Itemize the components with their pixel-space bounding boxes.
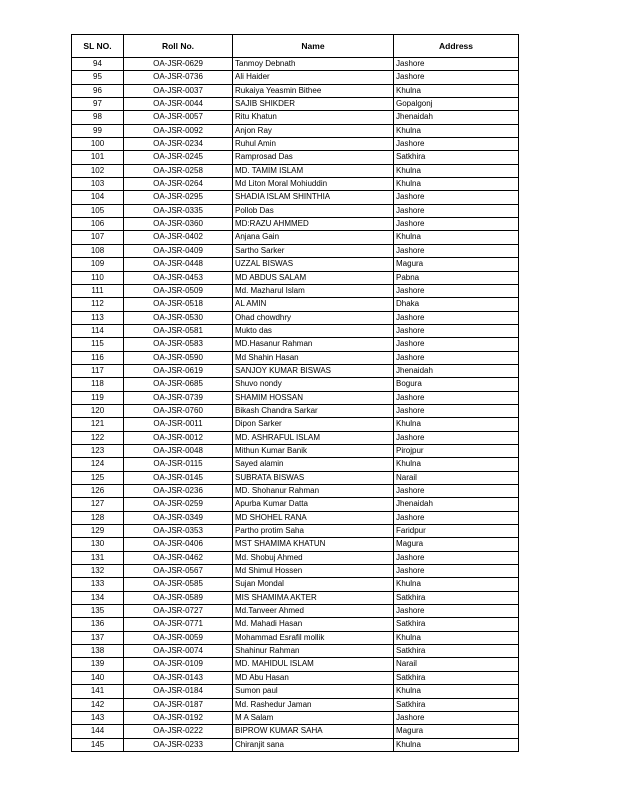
roll-cell: OA-JSR-0037	[124, 84, 233, 97]
name-cell: SANJOY KUMAR BISWAS	[233, 364, 394, 377]
table-row	[72, 551, 519, 564]
sl-cell: 131	[72, 551, 124, 564]
name-cell: Ritu Khatun	[233, 111, 394, 124]
address-cell: Jashore	[394, 605, 519, 618]
table-row	[72, 645, 519, 658]
table-row	[72, 71, 519, 84]
table-row	[72, 351, 519, 364]
table-row	[72, 404, 519, 417]
table-row	[72, 124, 519, 137]
table-row	[72, 391, 519, 404]
address-cell: Jashore	[394, 218, 519, 231]
roll-cell: OA-JSR-0518	[124, 298, 233, 311]
table-row	[72, 725, 519, 738]
sl-cell: 116	[72, 351, 124, 364]
roll-cell: OA-JSR-0727	[124, 605, 233, 618]
address-cell: Jhenaidah	[394, 364, 519, 377]
roll-cell: OA-JSR-0143	[124, 671, 233, 684]
name-cell: Ali Haider	[233, 71, 394, 84]
name-cell: SHADIA ISLAM SHINTHIA	[233, 191, 394, 204]
table-row	[72, 218, 519, 231]
header-address: Address	[394, 35, 519, 58]
table-row	[72, 338, 519, 351]
table-row	[72, 111, 519, 124]
sl-cell: 108	[72, 244, 124, 257]
sl-cell: 119	[72, 391, 124, 404]
roll-cell: OA-JSR-0335	[124, 204, 233, 217]
sl-cell: 100	[72, 138, 124, 151]
address-cell: Khulna	[394, 124, 519, 137]
sl-cell: 142	[72, 698, 124, 711]
table-row	[72, 164, 519, 177]
sl-cell: 109	[72, 258, 124, 271]
sl-cell: 124	[72, 458, 124, 471]
name-cell: Shahinur Rahman	[233, 645, 394, 658]
roll-cell: OA-JSR-0044	[124, 98, 233, 111]
table-row	[72, 485, 519, 498]
roll-cell: OA-JSR-0530	[124, 311, 233, 324]
name-cell: MD.Hasanur Rahman	[233, 338, 394, 351]
table-row	[72, 511, 519, 524]
table-row	[72, 311, 519, 324]
sl-cell: 130	[72, 538, 124, 551]
sl-cell: 128	[72, 511, 124, 524]
table-row	[72, 298, 519, 311]
table-row	[72, 671, 519, 684]
sl-cell: 135	[72, 605, 124, 618]
roll-cell: OA-JSR-0360	[124, 218, 233, 231]
table-row	[72, 698, 519, 711]
name-cell: MST SHAMIMA KHATUN	[233, 538, 394, 551]
name-cell: Mohammad Esrafil mollik	[233, 631, 394, 644]
name-cell: Mithun Kumar Banik	[233, 444, 394, 457]
sl-cell: 111	[72, 284, 124, 297]
name-cell: Pollob Das	[233, 204, 394, 217]
roll-cell: OA-JSR-0245	[124, 151, 233, 164]
name-cell: MIS SHAMIMA AKTER	[233, 591, 394, 604]
roll-cell: OA-JSR-0059	[124, 631, 233, 644]
address-cell: Satkhira	[394, 618, 519, 631]
address-cell: Pabna	[394, 271, 519, 284]
name-cell: Sartho Sarker	[233, 244, 394, 257]
address-cell: Magura	[394, 538, 519, 551]
roll-cell: OA-JSR-0402	[124, 231, 233, 244]
sl-cell: 132	[72, 565, 124, 578]
roll-cell: OA-JSR-0685	[124, 378, 233, 391]
name-cell: SUBRATA BISWAS	[233, 471, 394, 484]
roll-cell: OA-JSR-0236	[124, 485, 233, 498]
address-cell: Jashore	[394, 324, 519, 337]
table-row	[72, 178, 519, 191]
roll-cell: OA-JSR-0406	[124, 538, 233, 551]
roll-cell: OA-JSR-0187	[124, 698, 233, 711]
roll-cell: OA-JSR-0739	[124, 391, 233, 404]
address-cell: Jashore	[394, 71, 519, 84]
address-cell: Magura	[394, 258, 519, 271]
name-cell: Md. Shobuj Ahmed	[233, 551, 394, 564]
roll-cell: OA-JSR-0462	[124, 551, 233, 564]
roll-cell: OA-JSR-0771	[124, 618, 233, 631]
roll-cell: OA-JSR-0264	[124, 178, 233, 191]
table-row	[72, 364, 519, 377]
table-row	[72, 58, 519, 71]
name-cell: MD. Shohanur Rahman	[233, 485, 394, 498]
sl-cell: 115	[72, 338, 124, 351]
roll-cell: OA-JSR-0234	[124, 138, 233, 151]
name-cell: Chiranjit sana	[233, 738, 394, 751]
table-row	[72, 258, 519, 271]
header-row	[72, 35, 519, 58]
roll-cell: OA-JSR-0590	[124, 351, 233, 364]
name-cell: Sumon paul	[233, 685, 394, 698]
name-cell: Md. Mazharul Islam	[233, 284, 394, 297]
roll-cell: OA-JSR-0057	[124, 111, 233, 124]
name-cell: Sayed alamin	[233, 458, 394, 471]
roll-cell: OA-JSR-0453	[124, 271, 233, 284]
table-row	[72, 231, 519, 244]
table-row	[72, 591, 519, 604]
name-cell: Md. Rashedur Jaman	[233, 698, 394, 711]
name-cell: Ohad chowdhry	[233, 311, 394, 324]
roll-cell: OA-JSR-0629	[124, 58, 233, 71]
table-row	[72, 284, 519, 297]
table-row	[72, 538, 519, 551]
header-sl-no: SL NO.	[72, 35, 124, 58]
name-cell: Tanmoy Debnath	[233, 58, 394, 71]
sl-cell: 106	[72, 218, 124, 231]
sl-cell: 144	[72, 725, 124, 738]
sl-cell: 141	[72, 685, 124, 698]
table-row	[72, 191, 519, 204]
table-row	[72, 631, 519, 644]
sl-cell: 138	[72, 645, 124, 658]
name-cell: Mukto das	[233, 324, 394, 337]
sl-cell: 98	[72, 111, 124, 124]
table-row	[72, 444, 519, 457]
address-cell: Narail	[394, 471, 519, 484]
name-cell: Ramprosad Das	[233, 151, 394, 164]
roll-cell: OA-JSR-0448	[124, 258, 233, 271]
name-cell: M A Salam	[233, 711, 394, 724]
roll-cell: OA-JSR-0011	[124, 418, 233, 431]
sl-cell: 133	[72, 578, 124, 591]
sl-cell: 134	[72, 591, 124, 604]
address-cell: Jashore	[394, 311, 519, 324]
address-cell: Khulna	[394, 738, 519, 751]
table-row	[72, 204, 519, 217]
roll-cell: OA-JSR-0567	[124, 565, 233, 578]
address-cell: Pirojpur	[394, 444, 519, 457]
sl-cell: 117	[72, 364, 124, 377]
sl-cell: 143	[72, 711, 124, 724]
address-cell: Jashore	[394, 404, 519, 417]
sl-cell: 140	[72, 671, 124, 684]
roll-cell: OA-JSR-0589	[124, 591, 233, 604]
header-roll-no: Roll No.	[124, 35, 233, 58]
roll-cell: OA-JSR-0092	[124, 124, 233, 137]
sl-cell: 103	[72, 178, 124, 191]
address-cell: Khulna	[394, 178, 519, 191]
table-row	[72, 618, 519, 631]
sl-cell: 122	[72, 431, 124, 444]
roll-cell: OA-JSR-0259	[124, 498, 233, 511]
roll-cell: OA-JSR-0145	[124, 471, 233, 484]
address-cell: Gopalgonj	[394, 98, 519, 111]
address-cell: Magura	[394, 725, 519, 738]
address-cell: Satkhira	[394, 591, 519, 604]
address-cell: Khulna	[394, 631, 519, 644]
address-cell: Jashore	[394, 551, 519, 564]
address-cell: Bogura	[394, 378, 519, 391]
address-cell: Khulna	[394, 84, 519, 97]
table-row	[72, 738, 519, 751]
sl-cell: 96	[72, 84, 124, 97]
sl-cell: 99	[72, 124, 124, 137]
name-cell: Anjon Ray	[233, 124, 394, 137]
address-cell: Jashore	[394, 204, 519, 217]
table-row	[72, 138, 519, 151]
roll-cell: OA-JSR-0583	[124, 338, 233, 351]
table-row	[72, 578, 519, 591]
table-row	[72, 458, 519, 471]
name-cell: BIPROW KUMAR SAHA	[233, 725, 394, 738]
address-cell: Jashore	[394, 191, 519, 204]
table-row	[72, 418, 519, 431]
roll-cell: OA-JSR-0349	[124, 511, 233, 524]
sl-cell: 113	[72, 311, 124, 324]
sl-cell: 104	[72, 191, 124, 204]
name-cell: Rukaiya Yeasmin Bithee	[233, 84, 394, 97]
name-cell: MD. MAHIDUL ISLAM	[233, 658, 394, 671]
roll-cell: OA-JSR-0074	[124, 645, 233, 658]
roll-cell: OA-JSR-0222	[124, 725, 233, 738]
address-cell: Jashore	[394, 58, 519, 71]
name-cell: Bikash Chandra Sarkar	[233, 404, 394, 417]
address-cell: Satkhira	[394, 698, 519, 711]
address-cell: Jashore	[394, 565, 519, 578]
name-cell: SAJIB SHIKDER	[233, 98, 394, 111]
sl-cell: 129	[72, 525, 124, 538]
address-cell: Khulna	[394, 685, 519, 698]
sl-cell: 94	[72, 58, 124, 71]
name-cell: Apurba Kumar Datta	[233, 498, 394, 511]
address-cell: Satkhira	[394, 671, 519, 684]
name-cell: Partho protim Saha	[233, 525, 394, 538]
name-cell: Dipon Sarker	[233, 418, 394, 431]
roll-cell: OA-JSR-0736	[124, 71, 233, 84]
name-cell: Md Liton Moral Mohiuddin	[233, 178, 394, 191]
address-cell: Jhenaidah	[394, 111, 519, 124]
sl-cell: 97	[72, 98, 124, 111]
roll-cell: OA-JSR-0109	[124, 658, 233, 671]
roll-cell: OA-JSR-0048	[124, 444, 233, 457]
address-cell: Dhaka	[394, 298, 519, 311]
address-cell: Satkhira	[394, 151, 519, 164]
table-row	[72, 431, 519, 444]
roll-cell: OA-JSR-0619	[124, 364, 233, 377]
candidate-table	[71, 34, 519, 752]
name-cell: Ruhul Amin	[233, 138, 394, 151]
sl-cell: 127	[72, 498, 124, 511]
sl-cell: 102	[72, 164, 124, 177]
sl-cell: 118	[72, 378, 124, 391]
name-cell: MD:RAZU AHMMED	[233, 218, 394, 231]
address-cell: Jashore	[394, 511, 519, 524]
name-cell: Md. Mahadi Hasan	[233, 618, 394, 631]
header-name: Name	[233, 35, 394, 58]
table-row	[72, 525, 519, 538]
name-cell: MD ABDUS SALAM	[233, 271, 394, 284]
roll-cell: OA-JSR-0258	[124, 164, 233, 177]
table-row	[72, 244, 519, 257]
roll-cell: OA-JSR-0409	[124, 244, 233, 257]
sl-cell: 123	[72, 444, 124, 457]
name-cell: UZZAL BISWAS	[233, 258, 394, 271]
sl-cell: 136	[72, 618, 124, 631]
sl-cell: 120	[72, 404, 124, 417]
address-cell: Jashore	[394, 711, 519, 724]
address-cell: Jashore	[394, 138, 519, 151]
table-row	[72, 711, 519, 724]
sl-cell: 105	[72, 204, 124, 217]
table-row	[72, 565, 519, 578]
name-cell: MD SHOHEL RANA	[233, 511, 394, 524]
address-cell: Jashore	[394, 485, 519, 498]
table-body	[72, 58, 519, 752]
roll-cell: OA-JSR-0295	[124, 191, 233, 204]
table-row	[72, 84, 519, 97]
address-cell: Khulna	[394, 164, 519, 177]
name-cell: SHAMIM HOSSAN	[233, 391, 394, 404]
table-row	[72, 658, 519, 671]
roll-cell: OA-JSR-0585	[124, 578, 233, 591]
name-cell: Md.Tanveer Ahmed	[233, 605, 394, 618]
address-cell: Jashore	[394, 244, 519, 257]
name-cell: Md Shahin Hasan	[233, 351, 394, 364]
table-row	[72, 498, 519, 511]
table-row	[72, 98, 519, 111]
roll-cell: OA-JSR-0012	[124, 431, 233, 444]
table-row	[72, 471, 519, 484]
name-cell: MD. TAMIM ISLAM	[233, 164, 394, 177]
address-cell: Khulna	[394, 458, 519, 471]
table-row	[72, 324, 519, 337]
sl-cell: 126	[72, 485, 124, 498]
roll-cell: OA-JSR-0184	[124, 685, 233, 698]
sl-cell: 137	[72, 631, 124, 644]
name-cell: MD. ASHRAFUL ISLAM	[233, 431, 394, 444]
roll-cell: OA-JSR-0115	[124, 458, 233, 471]
roll-cell: OA-JSR-0233	[124, 738, 233, 751]
address-cell: Jashore	[394, 351, 519, 364]
name-cell: Anjana Gain	[233, 231, 394, 244]
address-cell: Khulna	[394, 418, 519, 431]
address-cell: Jashore	[394, 431, 519, 444]
sl-cell: 145	[72, 738, 124, 751]
table-row	[72, 685, 519, 698]
sl-cell: 107	[72, 231, 124, 244]
roll-cell: OA-JSR-0192	[124, 711, 233, 724]
name-cell: Shuvo nondy	[233, 378, 394, 391]
sl-cell: 139	[72, 658, 124, 671]
sl-cell: 114	[72, 324, 124, 337]
roll-cell: OA-JSR-0581	[124, 324, 233, 337]
table-row	[72, 605, 519, 618]
address-cell: Jashore	[394, 391, 519, 404]
name-cell: MD Abu Hasan	[233, 671, 394, 684]
sl-cell: 101	[72, 151, 124, 164]
sl-cell: 121	[72, 418, 124, 431]
address-cell: Khulna	[394, 231, 519, 244]
address-cell: Narail	[394, 658, 519, 671]
sl-cell: 112	[72, 298, 124, 311]
address-cell: Jhenaidah	[394, 498, 519, 511]
sl-cell: 110	[72, 271, 124, 284]
address-cell: Jashore	[394, 338, 519, 351]
address-cell: Faridpur	[394, 525, 519, 538]
roll-cell: OA-JSR-0353	[124, 525, 233, 538]
sl-cell: 95	[72, 71, 124, 84]
roll-cell: OA-JSR-0760	[124, 404, 233, 417]
address-cell: Khulna	[394, 578, 519, 591]
table-row	[72, 378, 519, 391]
roll-cell: OA-JSR-0509	[124, 284, 233, 297]
name-cell: Md Shimul Hossen	[233, 565, 394, 578]
table-header	[72, 35, 519, 58]
table-row	[72, 151, 519, 164]
table-row	[72, 271, 519, 284]
address-cell: Jashore	[394, 284, 519, 297]
name-cell: AL AMIN	[233, 298, 394, 311]
address-cell: Satkhira	[394, 645, 519, 658]
sl-cell: 125	[72, 471, 124, 484]
name-cell: Sujan Mondal	[233, 578, 394, 591]
